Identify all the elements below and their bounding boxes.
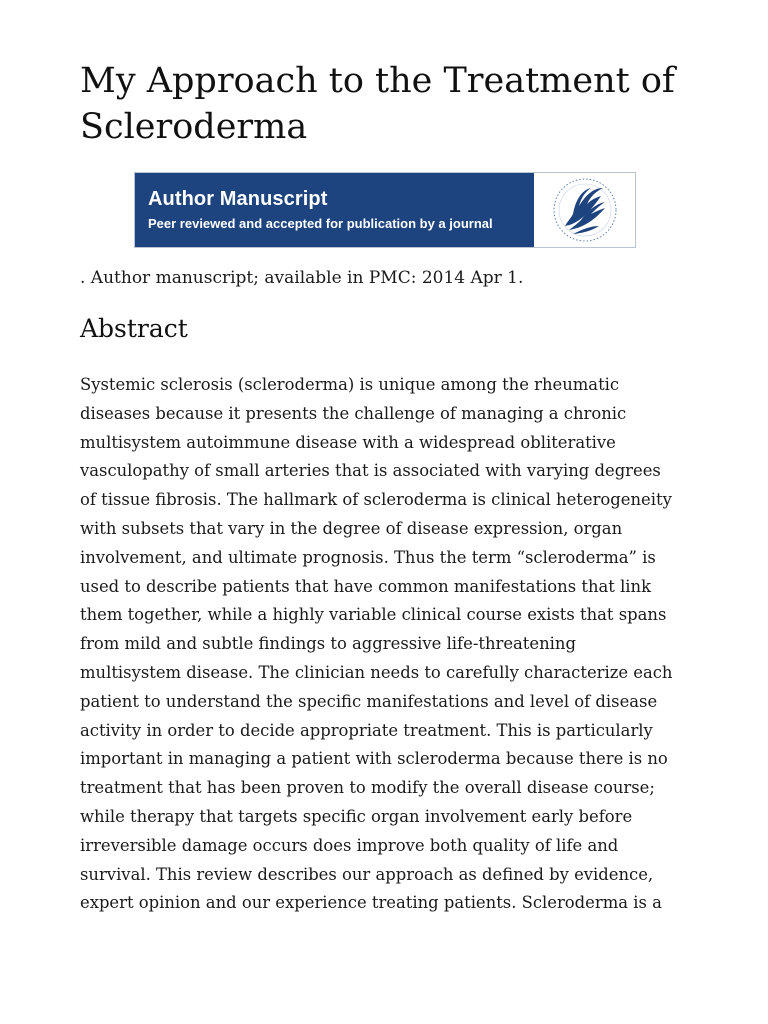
- abstract-heading: Abstract: [80, 314, 188, 343]
- abstract-line: activity in order to decide appropriate treatment. This is particularly: [80, 720, 653, 740]
- abstract-line: while therapy that targets specific organ involvement early before: [80, 806, 633, 826]
- abstract-line: used to describe patients that have common manifestations that link: [80, 576, 652, 596]
- banner-text-panel: [135, 173, 534, 247]
- abstract-line: multisystem autoimmune disease with a widespread obliterative: [80, 432, 616, 452]
- article-title: [80, 58, 700, 150]
- abstract-line: diseases because it presents the challenge of managing a chronic: [80, 403, 627, 423]
- abstract-line: irreversible damage occurs does improve both quality of life and: [80, 835, 619, 855]
- abstract-line: multisystem disease. The clinician needs to carefully characterize each: [80, 662, 673, 682]
- citation-line: . Author manuscript; available in PMC: 2014 Apr 1.: [80, 268, 524, 288]
- author-manuscript-banner: [134, 172, 636, 248]
- abstract-line: vasculopathy of small arteries that is associated with varying degrees: [80, 461, 661, 481]
- abstract-line: with subsets that vary in the degree of disease expression, organ: [80, 518, 623, 538]
- abstract-text: [80, 371, 700, 918]
- abstract-line: involvement, and ultimate prognosis. Thus the term “scleroderma” is: [80, 547, 656, 567]
- abstract-line: Systemic sclerosis (scleroderma) is unique among the rheumatic: [80, 375, 620, 394]
- abstract-line: of tissue fibrosis. The hallmark of scleroderma is clinical heterogeneity: [80, 490, 672, 510]
- abstract-line: from mild and subtle findings to aggressive life-threatening: [80, 634, 576, 654]
- banner-heading: Author Manuscript: [148, 188, 328, 210]
- abstract-line: survival. This review describes our approach as defined by evidence,: [80, 864, 654, 884]
- abstract-line: important in managing a patient with scleroderma because there is no: [80, 749, 668, 769]
- article-title-line-2: Scleroderma: [80, 107, 308, 147]
- abstract-line: patient to understand the specific manifestations and level of disease: [80, 691, 658, 711]
- banner-subheading: Peer reviewed and accepted for publication by a journal: [148, 216, 493, 231]
- abstract-line: them together, while a highly variable clinical course exists that spans: [80, 605, 667, 625]
- hhs-eagle-seal-icon: [534, 173, 635, 247]
- article-title-line-1: My Approach to the Treatment of: [80, 61, 675, 101]
- abstract-line: expert opinion and our experience treating patients. Scleroderma is a: [80, 893, 662, 913]
- abstract-line: treatment that has been proven to modify the overall disease course;: [80, 778, 655, 798]
